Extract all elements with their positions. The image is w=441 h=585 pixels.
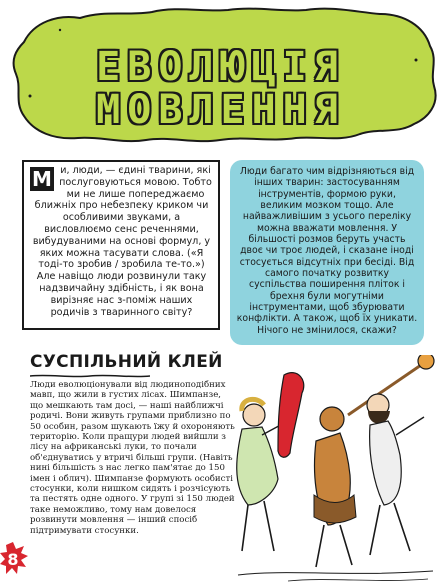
intro-text: и, люди, — єдині тварини, які послуговуються мовою. Тобто ми не лише попереджаємо ближніх про небезпеку криком чи особливими звуками, а висловлюємо сенс реченнями, вибудуваними на основі формул, у яких можна тасувати слова. («Я тоді-то зробив / зробила те-то.») Але навіщо люди розвинули таку надзвичайну здібність, і як вона вирізняє нас з-поміж наших родичів з тваринного світу? xyxy=(32,165,212,318)
cavemen-illustration xyxy=(228,355,441,585)
info-callout xyxy=(230,160,424,345)
info-callout-text: Люди багато чим відрізняються від інших тварин: застосуванням інструментів, формою руки, великим мозком тощо. Але найважливішим з усього переліку можна вважати мовлення. У більшості розмов беруть участь двоє чи троє людей, і сказане іноді стосується відсутніх при бесіді. Від самого початку розвитку суспільства поширення пліток і брехня були могутніми інструментами, щоб збурювати конфлікти. А також, щоб їх уникати. Нічого не змінилося, скажи? xyxy=(236,166,418,336)
intro-box xyxy=(22,160,220,330)
torch-icon xyxy=(348,355,434,415)
page-number-badge xyxy=(0,542,30,578)
section-body xyxy=(30,380,235,536)
intro-paragraph xyxy=(30,165,213,318)
drop-cap: М xyxy=(30,167,54,191)
section-body-text: Люди еволюціонували від людиноподібних мавп, що жили в густих лісах. Шимпанзе, що мешкають там досі, — наші найближчі родичі. Вони живуть групами приблизно по 50 особин, разом шукають їжу й охороняють територію. Коли пращури людей вийшли з лісу на африканські луки, то почали об'єднуватись у втричі більші групи. (Навіть нині більшість з нас легко пам'ятає до 150 імен і облич). Шимпанзе формують особисті стосунки, коли нишком сидять і розчісують та пестять одне одного. У групі зі 150 людей таке неможливо, тому нам довелося розвинути мовлення — інший спосіб підтримувати стосунки. xyxy=(30,380,235,536)
page-number: 8 xyxy=(7,550,19,569)
bearded-caveman-figure xyxy=(367,394,424,555)
red-club-figure xyxy=(278,373,304,458)
page-title-line-1: ЕВОЛЮЦІЯ xyxy=(96,44,345,90)
section-heading: СУСПІЛЬНИЙ КЛЕЙ xyxy=(30,352,223,372)
central-caveman-figure xyxy=(314,407,356,567)
heading-underline xyxy=(30,373,150,379)
page-title-line-2: МОВЛЕННЯ xyxy=(96,87,345,133)
